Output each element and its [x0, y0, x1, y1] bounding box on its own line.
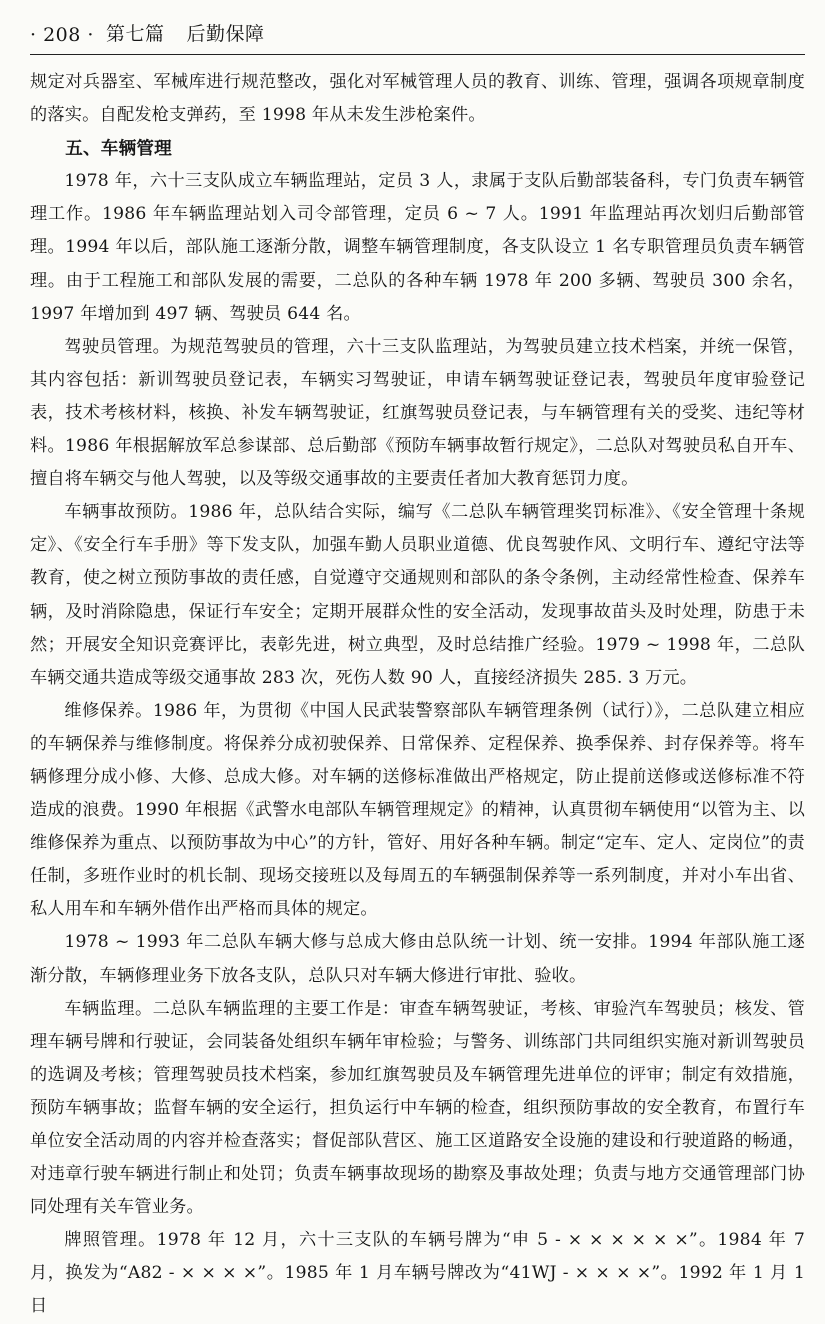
body-text: [30, 66, 805, 1324]
header-rule: [30, 54, 805, 55]
paragraph-overhaul: 1978 ~ 1993 年二总队车辆大修与总成大修由总队统一计划、统一安排。1994 年部队施工逐渐分散，车辆修理业务下放各支队，总队只对车辆大修进行审批、验收。: [30, 932, 805, 986]
paragraph-license-plates: 牌照管理。1978 年 12 月，六十三支队的车辆号牌为“申 5 - × × × × × ×”。1984 年 7 月，换发为“A82 - × × × ×”。1985 年 1 月车辆号牌改为“41WJ - × × × ×”。1992 年 1 月 1 日: [30, 1230, 805, 1317]
section-heading: 五、车辆管理: [65, 138, 172, 160]
paragraph-maintenance: 维修保养。1986 年，为贯彻《中国人民武装警察部队车辆管理条例（试行）》，二总队建立相应的车辆保养与维修制度。将保养分成初驶保养、日常保养、定程保养、换季保养、封存保养等。将车辆修理分成小修、大修、总成大修。对车辆的送修标准做出严格规定，防止提前送修或送修标准不符造成的浪费。1990 年根据《武警水电部队车辆管理规定》的精神，认真贯彻车辆使用“以管为主、以维修保养为重点、以预防事故为中心”的方针，管好、用好各种车辆。制定“定车、定人、定岗位”的责任制，多班作业时的机长制、现场交接班以及每周五的车辆强制保养等一系列制度，并对小车出省、私人用车和车辆外借作出严格而具体的规定。: [30, 700, 805, 920]
paragraph-history: 1978 年，六十三支队成立车辆监理站，定员 3 人，隶属于支队后勤部装备科，专门负责车辆管理工作。1986 年车辆监理站划入司令部管理，定员 6 ~ 7 人。1991 年监理站再次划归后勤部管理。1994 年以后，部队施工逐渐分散，调整车辆管理制度，各支队设立 1 名专职管理员负责车辆管理。由于工程施工和部队发展的需要，二总队的各种车辆 1978 年 200 多辆、驾驶员 300 余名，1997 年增加到 497 辆、驾驶员 644 名。: [30, 171, 805, 324]
paragraph-driver-management: 驾驶员管理。为规范驾驶员的管理，六十三支队监理站，为驾驶员建立技术档案，并统一保管，其内容包括：新训驾驶员登记表，车辆实习驾驶证，申请车辆驾驶证登记表，驾驶员年度审验登记表，技术考核材料，核换、补发车辆驾驶证，红旗驾驶员登记表，与车辆管理有关的受奖、违纪等材料。1986 年根据解放军总参谋部、总后勤部《预防车辆事故暂行规定》，二总队对驾驶员私自开车、擅自将车辆交与他人驾驶，以及等级交通事故的主要责任者加大教育惩罚力度。: [30, 336, 805, 490]
part-title: 后勤保障: [186, 23, 265, 45]
page-number: · 208 ·: [30, 24, 94, 46]
running-header: [30, 18, 795, 46]
part-label: 第七篇: [105, 23, 165, 45]
paragraph-supervision: 车辆监理。二总队车辆监理的主要工作是：审查车辆驾驶证，考核、审验汽车驾驶员；核发、管理车辆号牌和行驶证，会同装备处组织车辆年审检验；与警务、训练部门共同组织实施对新训驾驶员的选调及考核；管理驾驶员技术档案，参加红旗驾驶员及车辆管理先进单位的评审；制定有效措施，预防车辆事故；监督车辆的安全运行，担负运行中车辆的检查，组织预防事故的安全教育，布置行车单位安全活动周的内容并检查落实；督促部队营区、施工区道路安全设施的建设和行驶道路的畅通，对违章行驶车辆进行制止和处罚；负责车辆事故现场的勘察及事故处理；负责与地方交通管理部门协同处理有关车管业务。: [30, 998, 805, 1218]
paragraph-continued: 规定对兵器室、军械库进行规范整改，强化对军械管理人员的教育、训练、管理，强调各项规章制度的落实。自配发枪支弹药，至 1998 年从未发生涉枪案件。: [30, 72, 805, 126]
paragraph-accident-prevention: 车辆事故预防。1986 年，总队结合实际，编写《二总队车辆管理奖罚标准》、《安全管理十条规定》、《安全行车手册》等下发支队，加强车勤人员职业道德、优良驾驶作风、文明行车、遵纪守法等教育，使之树立预防事故的责任感，自觉遵守交通规则和部队的条令条例，主动经常性检查、保养车辆，及时消除隐患，保证行车安全；定期开展群众性的安全活动，发现事故苗头及时处理，防患于未然；开展安全知识竞赛评比，表彰先进，树立典型，及时总结推广经验。1979 ~ 1998 年，二总队车辆交通共造成等级交通事故 283 次，死伤人数 90 人，直接经济损失 285. 3 万元。: [30, 502, 805, 688]
